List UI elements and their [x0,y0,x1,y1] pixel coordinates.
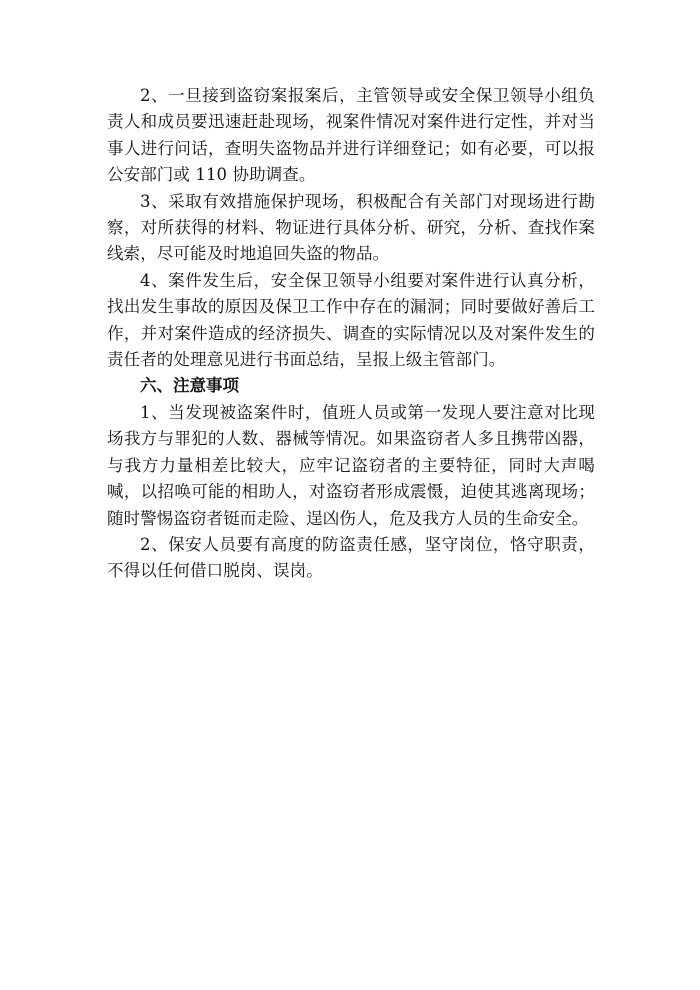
paragraph-item-4: 4、案件发生后，安全保卫领导小组要对案件进行认真分析，找出发生事故的原因及保卫工作中存在的漏洞；同时要做好善后工作，并对案件造成的经济损失、调查的实际情况以及对案件发生的责任者的处理意见进行书面总结，呈报上级主管部门。 [107,270,595,370]
document-body [107,83,595,585]
section-heading: 六、注意事项 [140,376,239,396]
paragraph-item-3: 3、采取有效措施保护现场，积极配合有关部门对现场进行勘察，对所获得的材料、物证进行具体分析、研究，分析、查找作案线索，尽可能及时地追回失盗的物品。 [107,191,595,264]
paragraph-item-2: 2、一旦接到盗窃案报案后，主管领导或安全保卫领导小组负责人和成员要迅速赶赴现场，视案件情况对案件进行定性，并对当事人进行问话，查明失盗物品并进行详细登记；如有必要，可以报公安部门或 110 协助调查。 [107,86,595,185]
notice-item-2: 2、保安人员要有高度的防盗责任感，坚守岗位，恪守职责，不得以任何借口脱岗、误岗。 [107,534,595,581]
notice-item-1: 1、当发现被盗案件时，值班人员或第一发现人要注意对比现场我方与罪犯的人数、器械等情况。如果盗窃者人多且携带凶器，与我方力量相差比较大，应牢记盗窃者的主要特征，同时大声喝喊，以招唤可能的相助人，对盗窃者形成震慑，迫使其逃离现场；随时警惕盗窃者铤而走险、逞凶伤人，危及我方人员的生命安全。 [107,402,595,528]
